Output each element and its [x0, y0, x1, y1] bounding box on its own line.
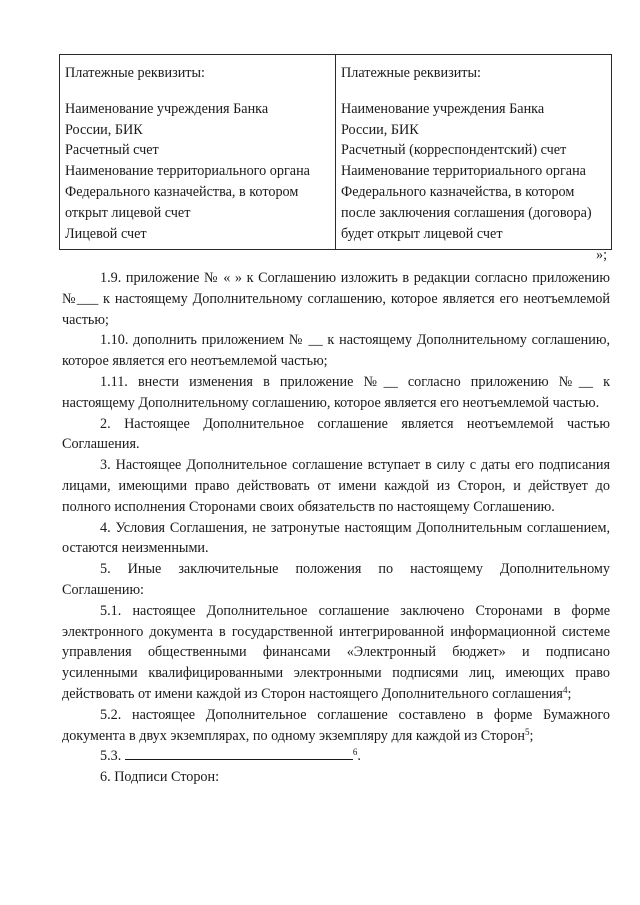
paragraph-5: 5. Иные заключительные положения по настоящему Дополнительному Соглашению: [62, 561, 610, 598]
left-cell-line: открыт лицевой счет [65, 204, 191, 221]
paragraph-1-11: 1.11. внести изменения в приложение №__ согласно приложению №__ к настоящему Дополнительному соглашению, которое является его неотъемлемой частью. [62, 373, 610, 411]
paragraph-1-9: 1.9. приложение № « » к Соглашению изложить в редакции согласно приложению №___ к настоящему Дополнительному соглашению, которое является его неотъемлемой частью; [62, 270, 610, 328]
paragraph-1-10: 1.10. дополнить приложением № __ к настоящему Дополнительному соглашению, которое является его неотъемлемой частью; [62, 332, 610, 370]
paragraph-4: 4. Условия Соглашения, не затронутые настоящим Дополнительным соглашением, остаются неизменными. [62, 519, 610, 557]
paragraph-2: 2. Настоящее Дополнительное соглашение является неотъемлемой частью Соглашения. [62, 415, 610, 453]
payment-details-left-cell [60, 55, 336, 250]
right-cell-line: Наименование учреждения Банка [341, 100, 545, 117]
left-cell-line: Наименование учреждения Банка [65, 100, 269, 117]
payment-details-table [59, 54, 612, 250]
left-cell-line: Лицевой счет [65, 225, 147, 242]
paragraph-5-3-end: . [357, 748, 361, 765]
left-cell-heading: Платежные реквизиты: [65, 65, 205, 81]
payment-details-right-cell [336, 55, 612, 250]
paragraph-5-2-end: ; [529, 727, 534, 744]
right-cell-line: после заключения соглашения (договора) [341, 204, 592, 221]
paragraph-6: 6. Подписи Сторон: [100, 769, 220, 786]
footnote-ref-5[interactable]: 5 [524, 726, 530, 737]
footnote-ref-6[interactable]: 6 [352, 747, 358, 758]
paragraph-5-1-text: 5.1. настоящее Дополнительное соглашение заключено Сторонами в форме электронного документа в государственной интегрированной информационной системе управления общественными финансами «Электронный бюджет» и подписано усиленными квалифицированными электронными подписями лиц, имеющих право действовать от имени каждой из Сторон настоящего Дополнительного соглашения [62, 602, 610, 702]
document-body [62, 268, 610, 788]
right-cell-line: Федерального казначейства, в котором [341, 183, 575, 200]
right-cell-heading: Платежные реквизиты: [341, 65, 481, 81]
paragraph-5-3-label: 5.3. [100, 748, 125, 765]
right-cell-line: Расчетный (корреспондентский) счет [341, 142, 567, 159]
fill-in-blank-line [125, 747, 353, 760]
paragraph-5-1-end: ; [567, 685, 572, 702]
right-cell-line: Наименование территориального органа [341, 163, 586, 180]
paragraph-5-2-text: 5.2. настоящее Дополнительное соглашение составлено в форме Бумажного документа в двух экземплярах, по одному экземпляру для каждой из Сторон [62, 706, 610, 744]
paragraph-3: 3. Настоящее Дополнительное соглашение вступает в силу с даты его подписания лицами, имеющими право действовать от имени каждой из Сторон, и действует до полного исполнения Сторонами своих обязательств по настоящему Соглашению. [62, 457, 610, 515]
paragraph-5-3 [62, 746, 610, 767]
footnote-ref-4[interactable]: 4 [562, 684, 568, 695]
left-cell-line: Расчетный счет [65, 142, 159, 159]
left-cell-line: России, БИК [65, 121, 143, 138]
right-cell-line: России, БИК [341, 121, 419, 138]
left-cell-line: Наименование территориального органа [65, 163, 310, 180]
closing-quote-mark: »; [596, 247, 608, 263]
right-cell-line: будет открыт лицевой счет [341, 225, 503, 242]
paragraph-5-1 [62, 601, 610, 705]
paragraph-5-2 [62, 705, 610, 747]
left-cell-line: Федерального казначейства, в котором [65, 183, 299, 200]
